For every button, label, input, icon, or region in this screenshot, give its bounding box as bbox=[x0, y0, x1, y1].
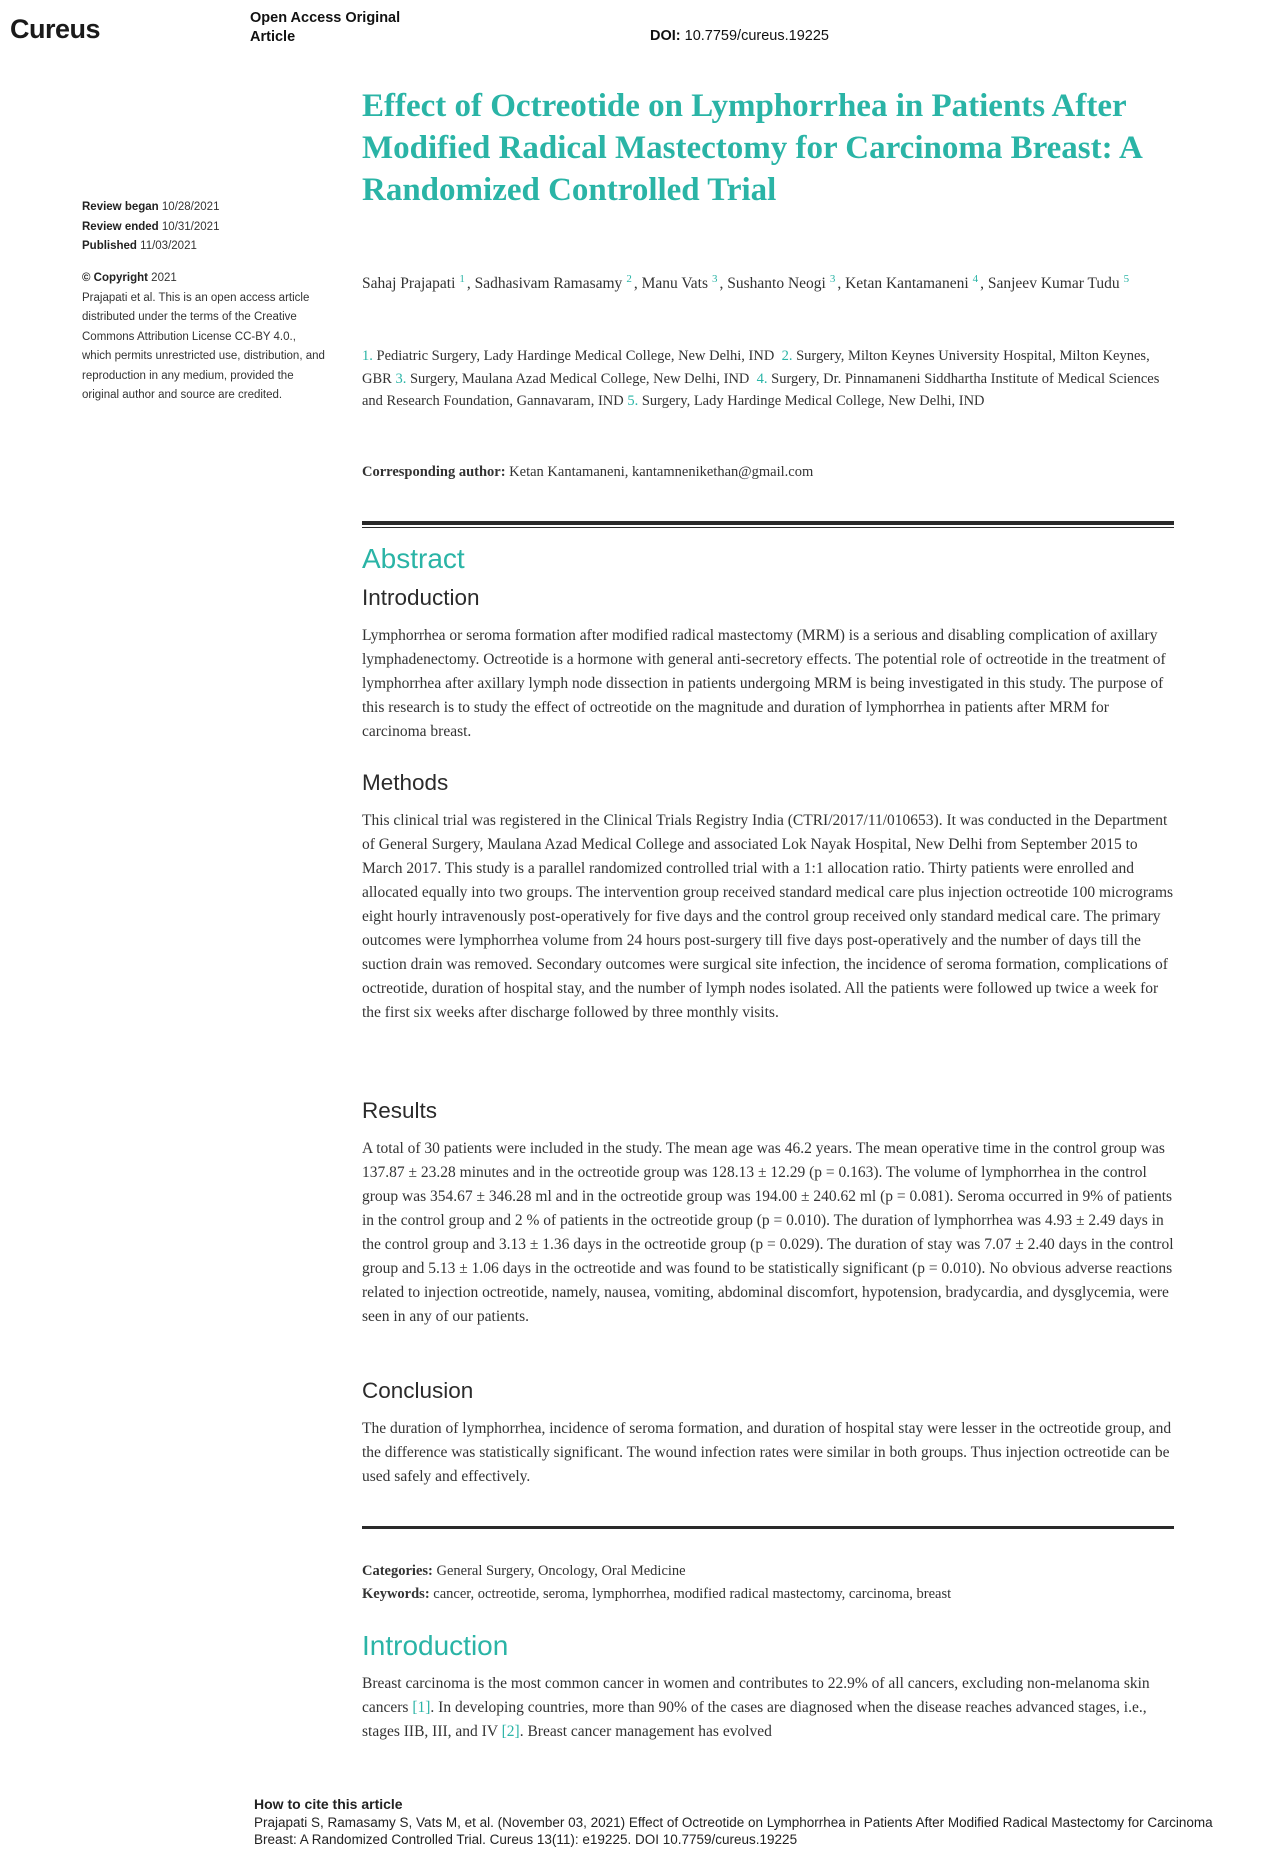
abstract-introduction-heading: Introduction bbox=[362, 585, 480, 610]
copyright bbox=[82, 269, 327, 289]
affiliation-number: 1. bbox=[362, 348, 373, 364]
author[interactable]: Sanjeev Kumar Tudu bbox=[987, 275, 1120, 293]
author-affiliation-number[interactable]: 5 bbox=[1123, 273, 1130, 285]
abstract-conclusion-text: The duration of lymphorrhea, incidence of seroma formation, and duration of hospital stay were lesser in the octreotide group, and the difference was statistically significant. The wound infection rates were similar in both groups. Thus injection octreotide can be used safely and effectively. bbox=[362, 1420, 1172, 1485]
introduction-text-part: . Breast cancer management has evolved bbox=[519, 1723, 772, 1740]
affiliation-text: Surgery, Dr. Pinnamaneni Siddhartha Institute of Medical Sciences and Research Foundation, Gannavaram, IND bbox=[362, 370, 1160, 409]
citation-heading: How to cite this article bbox=[254, 1796, 403, 1812]
article-type-line1: Open Access Original bbox=[250, 10, 401, 26]
published bbox=[82, 237, 327, 257]
author-affiliation-number[interactable]: 2 bbox=[626, 273, 632, 285]
reference-link[interactable]: [1] bbox=[412, 1699, 431, 1716]
citation-text: Prajapati S, Ramasamy S, Vats M, et al. (November 03, 2021) Effect of Octreotide on Lymphorrhea in Patients After Modified Radical Mastectomy for Carcinoma Breast: A Randomized Controlled Trial. Cureus 13(11): e19225. DOI 10.7759/cureus.19225 bbox=[254, 1814, 1213, 1847]
corresponding-author bbox=[362, 464, 1174, 481]
abstract-results-text: A total of 30 patients were included in the study. The mean age was 46.2 years. The mean operative time in the control group was 137.87 ± 23.28 minutes and in the octreotide group was 128.13 ± 12.29 (p = 0.163). The volume of lymphorrhea in the control group was 354.67 ± 346.28 ml and in the octreotide group was 194.00 ± 240.62 ml (p = 0.081). Seroma occurred in 9% of patients in the control group and 2 % of patients in the octreotide group (p = 0.010). The duration of lymphorrhea was 4.93 ± 2.49 days in the control group and 3.13 ± 1.36 days in the octreotide group (p = 0.029). The duration of stay was 7.07 ± 2.40 days in the control group and 5.13 ± 1.06 days in the octreotide and was found to be statistically significant (p = 0.010). No obvious adverse reactions related to injection octreotide, namely, nausea, vomiting, abdominal discomfort, hypotension, bradycardia, and dysglycemia, were seen in any of our patients. bbox=[362, 1140, 1174, 1325]
author[interactable]: Ketan Kantamaneni bbox=[845, 275, 969, 293]
introduction-text bbox=[362, 1672, 1174, 1744]
introduction-text-part: . In developing countries, more than 90% of the cases are diagnosed when the disease reaches advanced stages, i.e., stages IIB, III, and IV bbox=[362, 1699, 1147, 1740]
author-list: Sahaj Prajapati $^1$ , Sadhasivam Ramasamy $^2$ , Manu Vats $^3$ , Sushanto Neogi $^3$ , Ketan Kantamaneni $^4$ , Sanjeev Kumar Tudu $^5$ bbox=[362, 273, 1130, 293]
reference-link[interactable]: [2] bbox=[501, 1723, 520, 1740]
affiliation-number: 2. bbox=[781, 348, 793, 364]
article-title: Effect of Octreotide on Lymphorrhea in Patients After Modified Radical Mastectomy for Carcinoma Breast: A Randomized Controlled Trial bbox=[362, 88, 1142, 208]
copyright-label: © Copyright bbox=[82, 272, 148, 284]
abstract-introduction-text: Lymphorrhea or seroma formation after modified radical mastectomy (MRM) is a serious and disabling complication of axillary lymphadenectomy. Octreotide is a hormone with general anti-secretory effects. The potential role of octreotide in the treatment of lymphorrhea after axillary lymph node dissection in patients undergoing MRM is being investigated in this study. The purpose of this research is to study the effect of octreotide on the magnitude and duration of lymphorrhea in patients after MRM for carcinoma breast. bbox=[362, 627, 1166, 740]
categories-value: General Surgery, Oncology, Oral Medicine bbox=[436, 1563, 686, 1579]
review-dates bbox=[82, 198, 327, 257]
affiliation-number: 5. bbox=[627, 393, 639, 409]
categories-keywords bbox=[362, 1560, 1174, 1605]
affiliation-number: 3. bbox=[395, 370, 407, 387]
abstract-results-heading: Results bbox=[362, 1098, 438, 1123]
copyright-year: 2021 bbox=[151, 272, 177, 284]
categories-label: Categories: bbox=[362, 1563, 433, 1579]
keywords-label: Keywords: bbox=[362, 1585, 430, 1602]
published-date: 11/03/2021 bbox=[140, 240, 197, 252]
affiliation-text: Surgery, Lady Hardinge Medical College, New Delhi, IND bbox=[641, 393, 985, 409]
doi-label: DOI: bbox=[650, 28, 681, 44]
introduction-text-part: Breast carcinoma is the most common cancer in women and contributes to 22.9% of all cancers, excluding non-melanoma skin cancers bbox=[362, 1675, 1150, 1716]
author[interactable]: Sushanto Neogi bbox=[727, 275, 826, 293]
abstract-heading: Abstract bbox=[362, 543, 465, 574]
review-began bbox=[82, 198, 327, 218]
article-type-line2: Article bbox=[250, 29, 296, 45]
section-divider bbox=[362, 1526, 1174, 1529]
categories bbox=[362, 1560, 1174, 1583]
citation-block bbox=[254, 1796, 1254, 1849]
review-began-label: Review began bbox=[82, 201, 159, 213]
review-ended bbox=[82, 218, 327, 238]
abstract-methods-heading: Methods bbox=[362, 770, 449, 795]
affiliation-number: 4. bbox=[756, 370, 768, 387]
corresponding-author-label: Corresponding author: bbox=[362, 464, 506, 480]
author-affiliation-number[interactable]: 3 bbox=[829, 273, 836, 285]
abstract-conclusion-heading: Conclusion bbox=[362, 1378, 474, 1403]
affiliation-text: Surgery, Maulana Azad Medical College, New Delhi, IND bbox=[409, 370, 750, 387]
keywords bbox=[362, 1583, 1174, 1606]
author-affiliation-number[interactable]: 4 bbox=[972, 273, 979, 285]
published-label: Published bbox=[82, 240, 137, 252]
corresponding-author-value[interactable]: Ketan Kantamaneni, kantamnenikethan@gmail.com bbox=[509, 464, 814, 480]
affiliation-text: Surgery, Milton Keynes University Hospital, Milton Keynes, GBR bbox=[362, 348, 1150, 387]
doi bbox=[650, 28, 829, 44]
journal-logo[interactable]: Cureus bbox=[10, 14, 101, 44]
license-text: Prajapati et al. This is an open access article distributed under the terms of the Creative Commons Attribution License CC-BY 4.0., which permits unrestricted use, distribution, and reproduction in any medium, provided the original author and source are credited. bbox=[82, 291, 325, 401]
section-divider-double bbox=[362, 521, 1174, 528]
doi-value[interactable]: 10.7759/cureus.19225 bbox=[684, 28, 829, 44]
abstract-methods-text: This clinical trial was registered in the Clinical Trials Registry India (CTRI/2017/11/010653). It was conducted in the Department of General Surgery, Maulana Azad Medical College and associated Lok Nayak Hospital, New Delhi from September 2015 to March 2017. This study is a parallel randomized controlled trial with a 1:1 allocation ratio. Thirty patients were enrolled and allocated equally into two groups. The intervention group received standard medical care plus injection octreotide 100 micrograms eight hourly intravenously post-operatively for five days and the control group received only standard medical care. The primary outcomes were lymphorrhea volume from 24 hours post-surgery till five days post-operatively and the number of days till the suction drain was removed. Secondary outcomes were surgical site infection, the incidence of seroma formation, complications of octreotide, duration of hospital stay, and the number of lymph nodes isolated. All the patients were followed up twice a week for the first six weeks after discharge followed by three monthly visits. bbox=[362, 812, 1174, 1021]
review-ended-date: 10/31/2021 bbox=[161, 220, 220, 233]
author[interactable]: Manu Vats bbox=[641, 275, 709, 293]
article-type bbox=[250, 9, 425, 47]
affiliation-text: Pediatric Surgery, Lady Hardinge Medical College, New Delhi, IND bbox=[376, 348, 775, 364]
author[interactable]: Sahaj Prajapati bbox=[362, 275, 456, 293]
author-affiliation-number[interactable]: 1 bbox=[459, 273, 465, 285]
author[interactable]: Sadhasivam Ramasamy bbox=[474, 275, 623, 293]
review-ended-label: Review ended bbox=[82, 220, 159, 233]
copyright-block bbox=[82, 269, 327, 406]
review-began-date: 10/28/2021 bbox=[161, 201, 220, 213]
affiliations bbox=[362, 345, 1174, 413]
introduction-heading: Introduction bbox=[362, 1630, 509, 1661]
keywords-value: cancer, octreotide, seroma, lymphorrhea, modified radical mastectomy, carcinoma, breast bbox=[433, 1585, 952, 1602]
author-affiliation-number[interactable]: 3 bbox=[712, 273, 718, 285]
